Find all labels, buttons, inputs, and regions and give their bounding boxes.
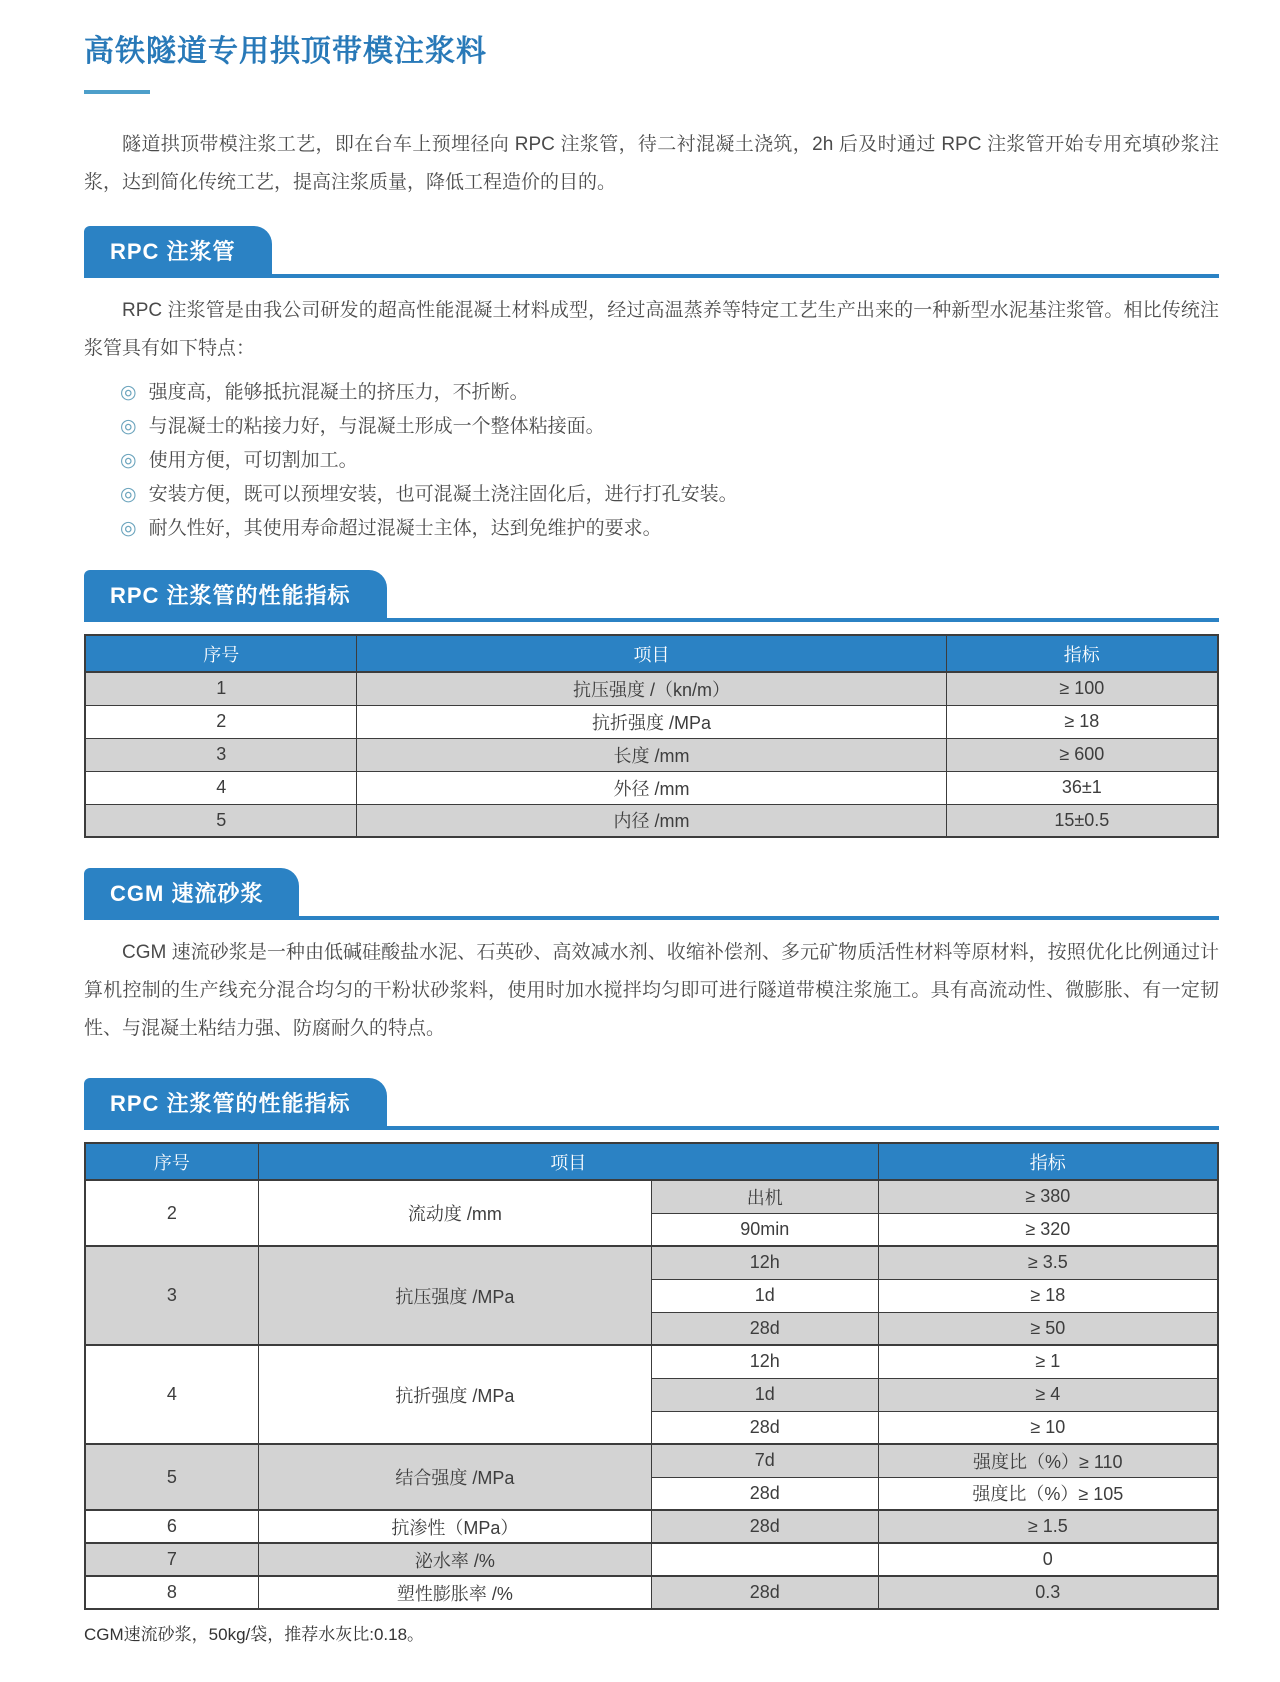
item-cell: 流动度 /mm xyxy=(258,1180,651,1246)
rpc-performance-table xyxy=(84,634,1219,838)
value-cell: ≥ 4 xyxy=(878,1378,1218,1411)
value-cell: 强度比（%）≥ 110 xyxy=(878,1444,1218,1477)
double-circle-bullet-icon: ◎ xyxy=(120,484,137,505)
seq-cell: 4 xyxy=(85,771,357,804)
value-cell: ≥ 320 xyxy=(878,1213,1218,1246)
section-tab-cgm: CGM 速流砂浆 xyxy=(84,868,299,916)
value-cell: ≥ 18 xyxy=(946,705,1218,738)
item-cell: 抗折强度 /MPa xyxy=(258,1345,651,1444)
item-cell: 抗渗性（MPa） xyxy=(258,1510,651,1543)
table-row xyxy=(85,705,1218,738)
value-cell: 强度比（%）≥ 105 xyxy=(878,1477,1218,1510)
table-row xyxy=(85,1444,1218,1477)
table-row xyxy=(85,1510,1218,1543)
seq-cell: 5 xyxy=(85,1444,258,1510)
seq-cell: 6 xyxy=(85,1510,258,1543)
cgm-performance-table xyxy=(84,1142,1219,1610)
double-circle-bullet-icon: ◎ xyxy=(120,518,137,539)
section-tab-cgm-performance: RPC 注浆管的性能指标 xyxy=(84,1078,387,1126)
condition-cell: 28d xyxy=(651,1510,878,1543)
table-header-row xyxy=(85,1143,1218,1180)
rpc-pipe-paragraph: RPC 注浆管是由我公司研发的超高性能混凝土材料成型，经过高温蒸养等特定工艺生产出来的一种新型水泥基注浆管。相比传统注浆管具有如下特点： xyxy=(84,300,1219,359)
section-header-rpc-pipe xyxy=(84,226,1219,278)
item-cell: 长度 /mm xyxy=(357,738,946,771)
bullet-item xyxy=(84,512,1219,546)
condition-cell xyxy=(651,1543,878,1576)
col-header-item: 项目 xyxy=(357,635,946,672)
condition-cell: 28d xyxy=(651,1411,878,1444)
item-cell: 泌水率 /% xyxy=(258,1543,651,1576)
footer-note: CGM速流砂浆，50kg/袋，推荐水灰比:0.18。 xyxy=(84,1625,425,1644)
bullet-item xyxy=(84,478,1219,512)
item-cell: 外径 /mm xyxy=(357,771,946,804)
condition-cell: 28d xyxy=(651,1576,878,1609)
value-cell: 0.3 xyxy=(878,1576,1218,1609)
condition-cell: 28d xyxy=(651,1312,878,1345)
bullet-text: 与混凝士的粘接力好，与混凝土形成一个整体粘接面。 xyxy=(148,416,605,437)
double-circle-bullet-icon: ◎ xyxy=(120,382,137,403)
col-header-seq: 序号 xyxy=(85,635,357,672)
value-cell: 36±1 xyxy=(946,771,1218,804)
table-row xyxy=(85,738,1218,771)
seq-cell: 7 xyxy=(85,1543,258,1576)
value-cell: ≥ 380 xyxy=(878,1180,1218,1213)
col-header-item: 项目 xyxy=(258,1143,878,1180)
value-cell: ≥ 10 xyxy=(878,1411,1218,1444)
page-title: 高铁隧道专用拱顶带模注浆料 xyxy=(84,35,487,68)
value-cell: 0 xyxy=(878,1543,1218,1576)
seq-cell: 5 xyxy=(85,804,357,837)
seq-cell: 1 xyxy=(85,672,357,705)
document-page xyxy=(84,0,1219,1682)
table-row xyxy=(85,1246,1218,1279)
double-circle-bullet-icon: ◎ xyxy=(120,450,137,471)
intro-paragraph: 隧道拱顶带模注浆工艺，即在台车上预埋径向 RPC 注浆管，待二衬混凝土浇筑，2h 后及时通过 RPC 注浆管开始专用充填砂浆注浆，达到简化传统工艺，提高注浆质量，降低工程造价的目的。 xyxy=(84,134,1219,193)
bullet-item xyxy=(84,444,1219,478)
value-cell: ≥ 100 xyxy=(946,672,1218,705)
seq-cell: 3 xyxy=(85,1246,258,1345)
seq-cell: 8 xyxy=(85,1576,258,1609)
seq-cell: 2 xyxy=(85,1180,258,1246)
seq-cell: 3 xyxy=(85,738,357,771)
col-header-seq: 序号 xyxy=(85,1143,258,1180)
seq-cell: 2 xyxy=(85,705,357,738)
section-header-cgm-performance xyxy=(84,1078,1219,1130)
condition-cell: 12h xyxy=(651,1345,878,1378)
section-header-cgm xyxy=(84,868,1219,920)
item-cell: 结合强度 /MPa xyxy=(258,1444,651,1510)
section-tab-rpc-pipe: RPC 注浆管 xyxy=(84,226,272,274)
condition-cell: 7d xyxy=(651,1444,878,1477)
double-circle-bullet-icon: ◎ xyxy=(120,416,137,437)
section-tab-rpc-performance: RPC 注浆管的性能指标 xyxy=(84,570,387,618)
bullet-text: 安装方便，既可以预埋安装，也可混凝土浇注固化后，进行打孔安装。 xyxy=(148,484,738,505)
table-row xyxy=(85,1543,1218,1576)
table-row xyxy=(85,672,1218,705)
value-cell: ≥ 1.5 xyxy=(878,1510,1218,1543)
item-cell: 抗压强度 /（kn/m） xyxy=(357,672,946,705)
seq-cell: 4 xyxy=(85,1345,258,1444)
table-row xyxy=(85,1180,1218,1213)
condition-cell: 28d xyxy=(651,1477,878,1510)
table-header-row xyxy=(85,635,1218,672)
table-row xyxy=(85,771,1218,804)
col-header-value: 指标 xyxy=(946,635,1218,672)
title-underline xyxy=(84,90,150,94)
table-row xyxy=(85,804,1218,837)
item-cell: 内径 /mm xyxy=(357,804,946,837)
cgm-paragraph: CGM 速流砂浆是一种由低碱硅酸盐水泥、石英砂、高效减水剂、收缩补偿剂、多元矿物质活性材料等原材料，按照优化比例通过计算机控制的生产线充分混合均匀的干粉状砂浆料，使用时加水搅拌均匀即可进行隧道带模注浆施工。具有高流动性、微膨胀、有一定韧性、与混凝土粘结力强、防腐耐久的特点。 xyxy=(84,942,1219,1039)
item-cell: 塑性膨胀率 /% xyxy=(258,1576,651,1609)
value-cell: ≥ 50 xyxy=(878,1312,1218,1345)
bullet-text: 使用方便，可切割加工。 xyxy=(148,450,358,471)
condition-cell: 90min xyxy=(651,1213,878,1246)
bullet-text: 强度高，能够抵抗混凝土的挤压力，不折断。 xyxy=(148,382,529,403)
table-row xyxy=(85,1345,1218,1378)
value-cell: ≥ 3.5 xyxy=(878,1246,1218,1279)
value-cell: ≥ 18 xyxy=(878,1279,1218,1312)
bullet-list xyxy=(84,376,1219,546)
value-cell: ≥ 1 xyxy=(878,1345,1218,1378)
bullet-text: 耐久性好，其使用寿命超过混凝士主体，达到免维护的要求。 xyxy=(148,518,662,539)
condition-cell: 出机 xyxy=(651,1180,878,1213)
condition-cell: 1d xyxy=(651,1279,878,1312)
condition-cell: 1d xyxy=(651,1378,878,1411)
item-cell: 抗折强度 /MPa xyxy=(357,705,946,738)
item-cell: 抗压强度 /MPa xyxy=(258,1246,651,1345)
table-row xyxy=(85,1576,1218,1609)
col-header-value: 指标 xyxy=(878,1143,1218,1180)
value-cell: 15±0.5 xyxy=(946,804,1218,837)
condition-cell: 12h xyxy=(651,1246,878,1279)
bullet-item xyxy=(84,376,1219,410)
bullet-item xyxy=(84,410,1219,444)
section-header-rpc-performance xyxy=(84,570,1219,622)
value-cell: ≥ 600 xyxy=(946,738,1218,771)
